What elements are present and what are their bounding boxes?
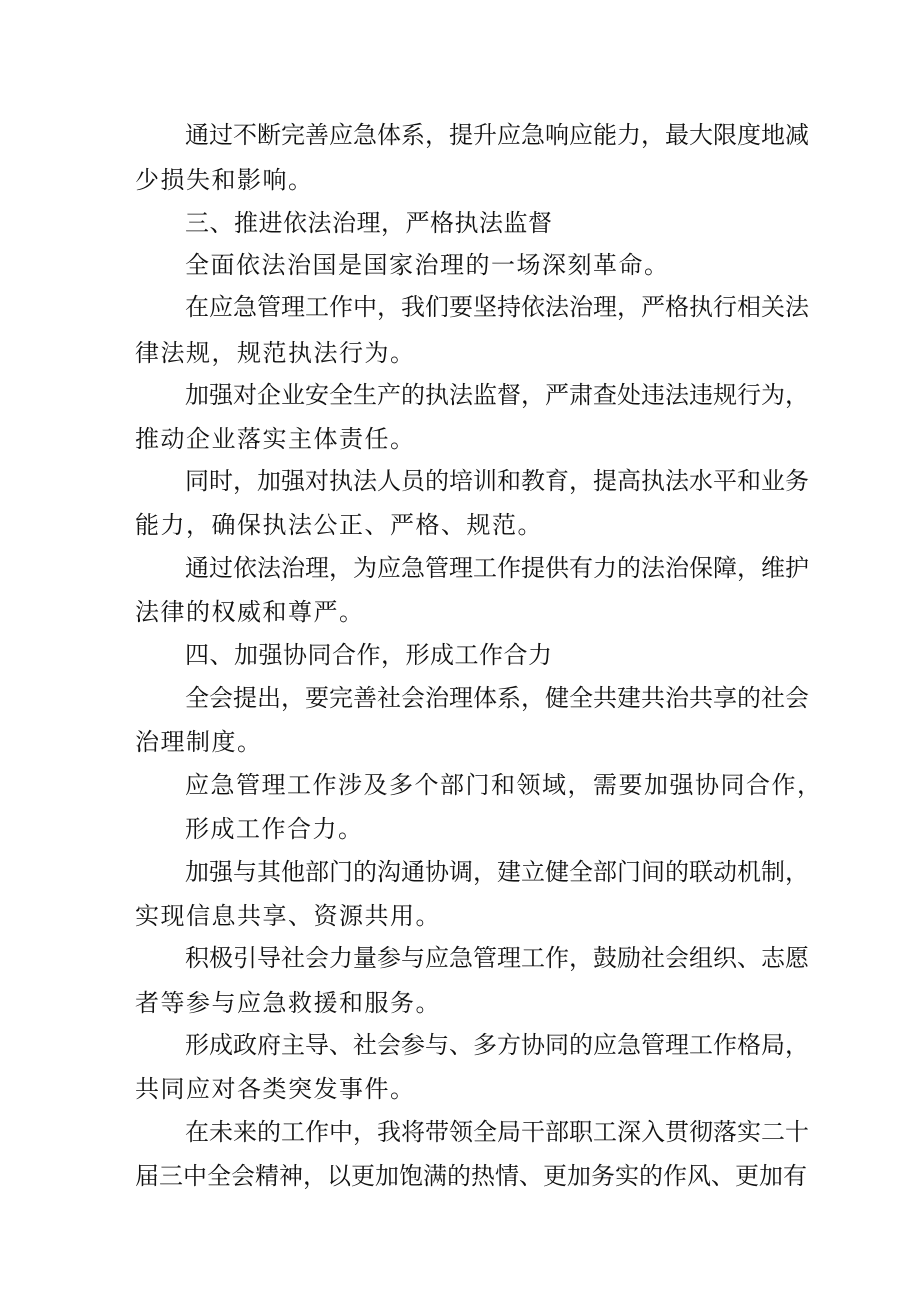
paragraph-line: 在未来的工作中，我将带领全局干部职工深入贯彻落实二十 [185, 1118, 809, 1146]
paragraph-line: 推动企业落实主体责任。 [135, 425, 416, 453]
paragraph-line: 能力，确保执法公正、严格、规范。 [135, 511, 543, 539]
paragraph-line: 积极引导社会力量参与应急管理工作，鼓励社会组织、志愿 [185, 944, 809, 972]
paragraph-line: 治理制度。 [135, 728, 263, 756]
paragraph-line: 加强与其他部门的沟通协调，建立健全部门间的联动机制， [185, 858, 809, 886]
paragraph-line: 少损失和影响。 [135, 166, 314, 194]
paragraph-line: 者等参与应急救援和服务。 [135, 989, 441, 1017]
paragraph-line: 实现信息共享、资源共用。 [135, 902, 441, 930]
paragraph-line: 法律的权威和尊严。 [135, 598, 365, 626]
paragraph-line: 加强对企业安全生产的执法监督，严肃查处违法违规行为， [185, 381, 809, 409]
paragraph-line: 届三中全会精神，以更加饱满的热情、更加务实的作风、更加有 [135, 1162, 807, 1190]
section-heading: 三、推进依法治理，严格执法监督 [185, 209, 553, 237]
paragraph-line: 通过不断完善应急体系，提升应急响应能力，最大限度地减 [185, 121, 809, 149]
paragraph-line: 应急管理工作涉及多个部门和领域，需要加强协同合作， [185, 771, 823, 799]
paragraph-line: 形成政府主导、社会参与、多方协同的应急管理工作格局， [185, 1031, 809, 1059]
paragraph-line: 共同应对各类突发事件。 [135, 1075, 416, 1103]
paragraph-line: 形成工作合力。 [185, 815, 364, 843]
paragraph-line: 律法规，规范执法行为。 [135, 339, 416, 367]
paragraph-line: 同时，加强对执法人员的培训和教育，提高执法水平和业务 [185, 467, 809, 495]
paragraph-line: 通过依法治理，为应急管理工作提供有力的法治保障，维护 [185, 554, 809, 582]
paragraph-line: 在应急管理工作中，我们要坚持依法治理，严格执行相关法 [185, 293, 809, 321]
section-heading: 四、加强协同合作，形成工作合力 [185, 641, 553, 669]
paragraph-line: 全面依法治国是国家治理的一场深刻革命。 [185, 251, 670, 279]
paragraph-line: 全会提出，要完善社会治理体系，健全共建共治共享的社会 [185, 684, 809, 712]
